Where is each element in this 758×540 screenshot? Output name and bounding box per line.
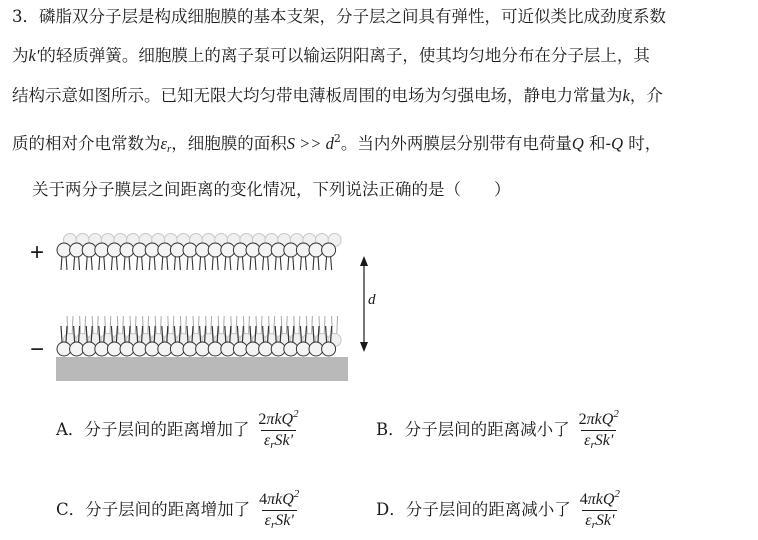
lipid-tail [111, 256, 112, 270]
lipid-head [246, 243, 260, 257]
membrane-figure [26, 226, 396, 386]
lipid-head [120, 243, 134, 257]
lipid-head [170, 342, 184, 356]
lipid-head [145, 243, 159, 257]
distance-label: d [368, 292, 376, 308]
question-line-5: 关于两分子膜层之间距离的变化情况，下列说法正确的是（ ） [32, 180, 511, 199]
lipid-tail [179, 256, 180, 270]
lipid-tail [162, 256, 163, 270]
lipid-tail [187, 256, 188, 270]
lipid-head [322, 243, 336, 257]
lipid-head [133, 243, 147, 257]
lipid-tail [250, 256, 251, 270]
lipid-head [70, 243, 84, 257]
lipid-tail [293, 256, 294, 270]
lipid-tail [242, 256, 243, 270]
lipid-tail [288, 256, 289, 270]
lipid-head [57, 243, 71, 257]
lipid-head [284, 243, 298, 257]
lipid-tail [154, 256, 155, 270]
lipid-tail [174, 256, 175, 270]
option-d-formula: $\frac{4\pi kQ^2}{\varepsilon_rSk'}$ [577, 484, 623, 535]
lipid-head [170, 243, 184, 257]
option-a-formula: $\frac{2\pi kQ^2}{\varepsilon_rSk'}$ [255, 404, 301, 455]
option-b[interactable]: B．分子层间的距离减小了 $\frac{2\pi kQ^2}{\varepsilon_rSk'}$ [376, 404, 622, 455]
lipid-head [221, 243, 235, 257]
lipid-head [271, 342, 285, 356]
lipid-head [208, 243, 222, 257]
lipid-head [296, 243, 310, 257]
lipid-head [95, 342, 109, 356]
question-number: 3． [12, 7, 39, 26]
lipid-tail [217, 256, 218, 270]
top-layer-front-heads [57, 243, 336, 270]
lipid-tail [129, 256, 130, 270]
lipid-tail [200, 256, 201, 270]
lipid-tail [212, 256, 213, 270]
lipid-head [82, 342, 96, 356]
lipid-head [296, 342, 310, 356]
lipid-tail [116, 256, 117, 270]
lipid-head [183, 342, 197, 356]
plus-sign: + [30, 239, 45, 266]
lipid-tail [137, 256, 138, 270]
lipid-tail [331, 256, 332, 270]
lipid-tail [99, 256, 100, 270]
lipid-head [246, 342, 260, 356]
lipid-head [309, 243, 323, 257]
lipid-tail [263, 256, 264, 270]
lipid-tail [142, 256, 143, 270]
lipid-head [221, 342, 235, 356]
lipid-head [322, 342, 336, 356]
lipid-head [158, 342, 172, 356]
lipid-head [70, 342, 84, 356]
arrow-down-head [360, 342, 368, 352]
lipid-tail [86, 256, 87, 270]
spring-constant-symbol: k' [28, 46, 40, 65]
lipid-head [259, 342, 273, 356]
lipid-head [57, 342, 71, 356]
question-line-3: 结构示意如图所示。已知无限大均匀带电薄板周围的电场为匀强电场，静电力常量为k，介 [12, 86, 663, 105]
lipid-tail [167, 256, 168, 270]
lipid-tail [237, 256, 238, 270]
minus-sign: − [30, 336, 45, 363]
lipid-head [145, 342, 159, 356]
lipid-tail [66, 256, 67, 270]
lipid-head [309, 342, 323, 356]
lipid-head [284, 342, 298, 356]
lipid-tail [205, 256, 206, 270]
question-line-1: 3．磷脂双分子层是构成细胞膜的基本支架，分子层之间具有弹性，可近似类比成劲度系数 [12, 7, 666, 26]
lipid-tail [275, 256, 276, 270]
lipid-head [158, 243, 172, 257]
lipid-tail [280, 256, 281, 270]
lipid-tail [192, 256, 193, 270]
question-line-4: 质的相对介电常数为$\varepsilon_r$，细胞膜的面积$S >> d^2$。当内外两膜层分别带有电荷量Q 和-Q 时， [12, 132, 662, 155]
lipid-head [196, 342, 210, 356]
option-c[interactable]: C．分子层间的距离增加了 $\frac{4\pi kQ^2}{\varepsilon_rSk'}$ [56, 484, 302, 535]
option-a[interactable]: A．分子层间的距离增加了 $\frac{2\pi kQ^2}{\varepsilon_rSk'}$ [56, 404, 302, 455]
lipid-head [196, 243, 210, 257]
lipid-head [107, 243, 121, 257]
option-c-formula: $\frac{4\pi kQ^2}{\varepsilon_rSk'}$ [256, 484, 302, 535]
lipid-tail [326, 256, 327, 270]
lipid-tail [124, 256, 125, 270]
lipid-head [233, 342, 247, 356]
lipid-head [95, 243, 109, 257]
lipid-tail [300, 256, 301, 270]
lipid-tail [79, 256, 80, 270]
option-b-formula: $\frac{2\pi kQ^2}{\varepsilon_rSk'}$ [576, 404, 622, 455]
question-line-2: 为k'的轻质弹簧。细胞膜上的离子泵可以输运阴阳离子，使其均匀地分布在分子层上，其 [12, 46, 650, 65]
lipid-head [208, 342, 222, 356]
lipid-head [233, 243, 247, 257]
option-d[interactable]: D．分子层间的距离减小了 $\frac{4\pi kQ^2}{\varepsilon_rSk'}$ [376, 484, 623, 535]
lipid-tail [268, 256, 269, 270]
lipid-head [183, 243, 197, 257]
arrow-up-head [360, 256, 368, 266]
lipid-tail [313, 256, 314, 270]
lipid-head [259, 243, 273, 257]
lipid-tail [61, 326, 62, 342]
lipid-head [133, 342, 147, 356]
lipid-tail [91, 256, 92, 270]
substrate [56, 357, 348, 381]
lipid-tail [104, 256, 105, 270]
lipid-tail [305, 256, 306, 270]
lipid-head [271, 243, 285, 257]
lipid-tail [61, 256, 62, 270]
lipid-head [82, 243, 96, 257]
lipid-tail [255, 256, 256, 270]
lipid-tail [318, 256, 319, 270]
lipid-tail [230, 256, 231, 270]
lipid-head [107, 342, 121, 356]
lipid-tail [149, 256, 150, 270]
lipid-head [120, 342, 134, 356]
lipid-tail [74, 256, 75, 270]
lipid-tail [225, 256, 226, 270]
